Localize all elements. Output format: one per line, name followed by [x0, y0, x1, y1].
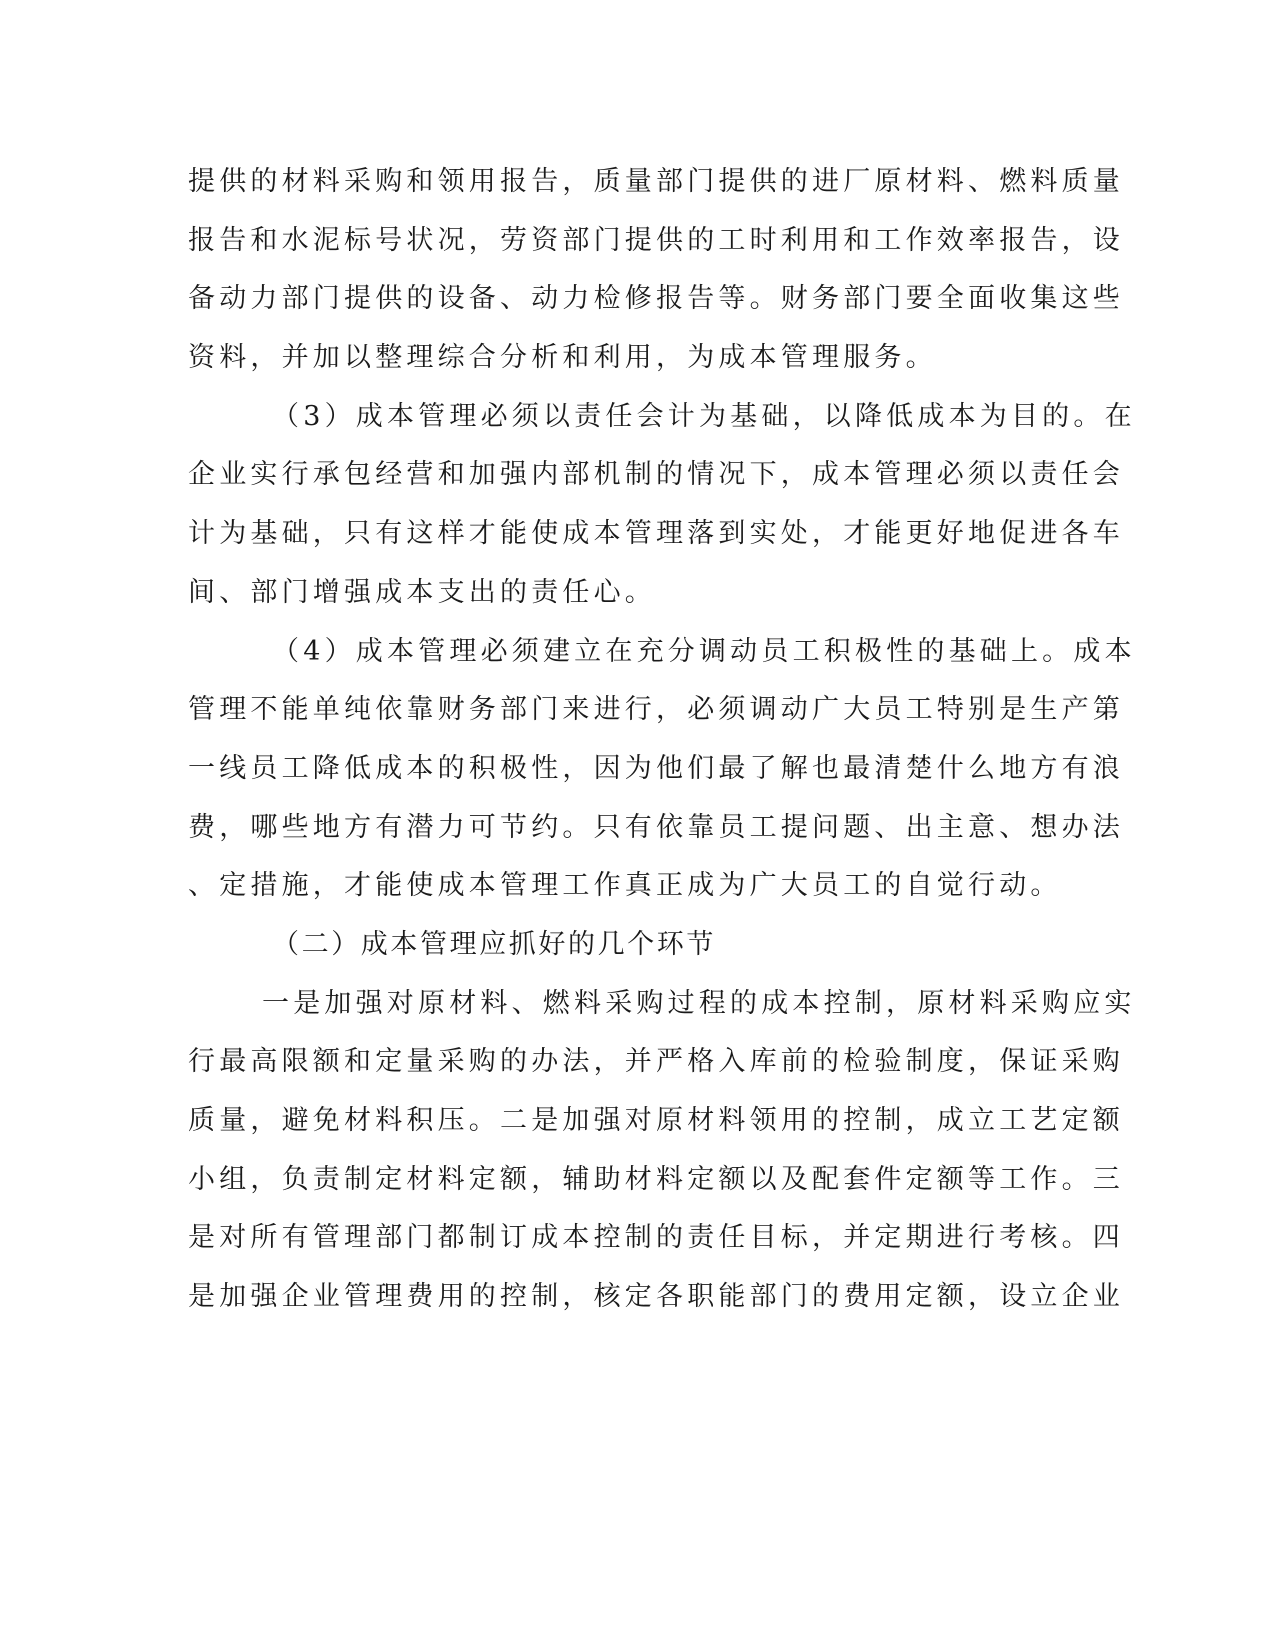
text-line: 一线员工降低成本的积极性，因为他们最了解也最清楚什么地方有浪 — [188, 753, 1124, 784]
text-line: 行最高限额和定量采购的办法，并严格入库前的检验制度，保证采购 — [188, 1046, 1124, 1077]
paragraph-start-line: （4）成本管理必须建立在充分调动员工积极性的基础上。成本 — [272, 636, 1136, 667]
text-line: 计为基础，只有这样才能使成本管理落到实处，才能更好地促进各车 — [188, 518, 1124, 549]
section-heading: （二）成本管理应抓好的几个环节 — [272, 929, 716, 960]
paragraph-start-line: 一是加强对原材料、燃料采购过程的成本控制，原材料采购应实 — [262, 988, 1136, 1019]
text-line: 企业实行承包经营和加强内部机制的情况下，成本管理必须以责任会 — [188, 459, 1124, 490]
paragraph-start-line: （3）成本管理必须以责任会计为基础，以降低成本为目的。在 — [272, 401, 1136, 432]
text-line: 是加强企业管理费用的控制，核定各职能部门的费用定额，设立企业 — [188, 1281, 1124, 1312]
text-line: 资料，并加以整理综合分析和利用，为成本管理服务。 — [188, 342, 937, 373]
text-line: 间、部门增强成本支出的责任心。 — [188, 577, 656, 608]
text-line: 报告和水泥标号状况，劳资部门提供的工时利用和工作效率报告，设 — [188, 225, 1124, 256]
text-line: 费，哪些地方有潜力可节约。只有依靠员工提问题、出主意、想办法 — [188, 812, 1124, 843]
text-line: 提供的材料采购和领用报告，质量部门提供的进厂原材料、燃料质量 — [188, 166, 1124, 197]
text-line: 质量，避免材料积压。二是加强对原材料领用的控制，成立工艺定额 — [188, 1105, 1124, 1136]
text-line: 管理不能单纯依靠财务部门来进行，必须调动广大员工特别是生产第 — [188, 694, 1124, 725]
text-line: 是对所有管理部门都制订成本控制的责任目标，并定期进行考核。四 — [188, 1222, 1124, 1253]
text-line: 备动力部门提供的设备、动力检修报告等。财务部门要全面收集这些 — [188, 283, 1124, 314]
text-line: 小组，负责制定材料定额，辅助材料定额以及配套件定额等工作。三 — [188, 1164, 1124, 1195]
text-line: 、定措施，才能使成本管理工作真正成为广大员工的自觉行动。 — [188, 870, 1062, 901]
